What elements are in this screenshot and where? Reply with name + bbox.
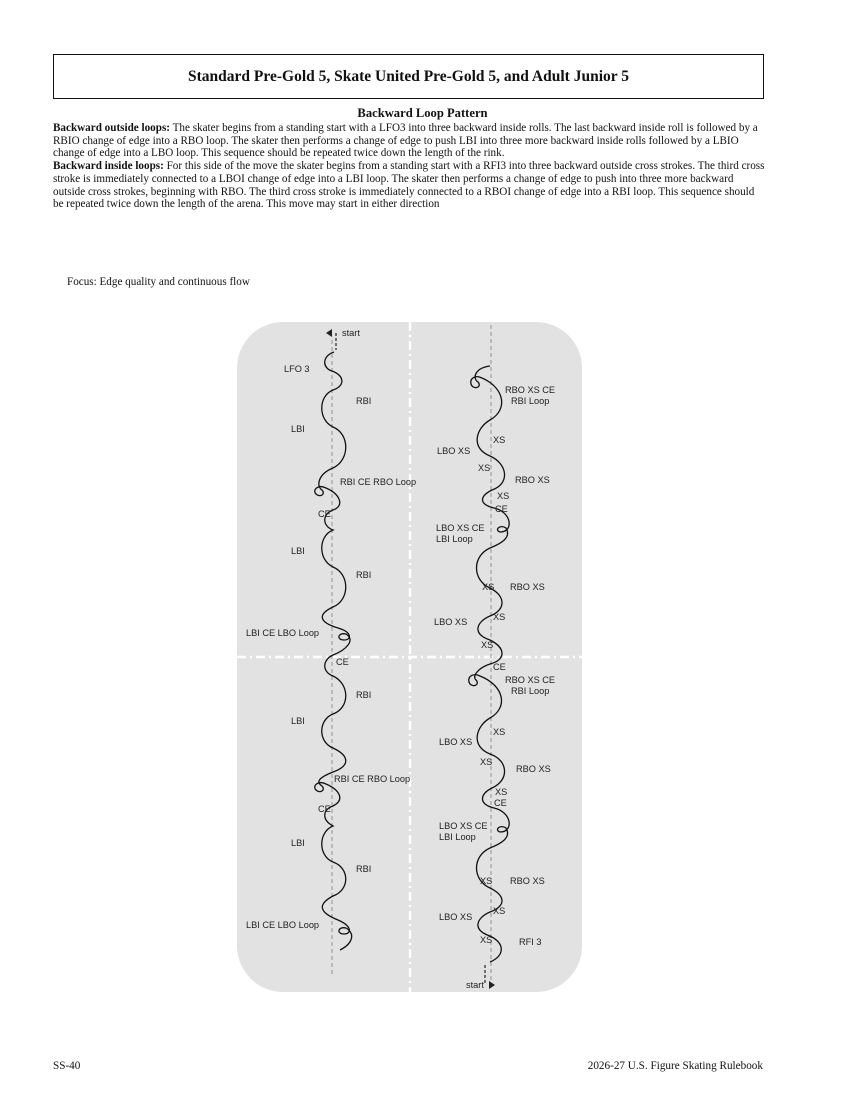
label-xs-4: XS [482,582,495,592]
page-number: SS-40 [53,1060,81,1072]
label-rbo-xs-ce-1b: RBI Loop [511,396,550,406]
outside-loops-text: The skater begins from a standing start with a LFO3 into three backward inside rolls. The last backward inside roll is followed by a RBIO change of edge into a RBO loop. The skater then performs a change of edge to push LBI into three more backward inside rolls followed by a LBIO change of edge into a LBO loop. This sequence should be repeated twice down the length of the rink. [53,122,758,160]
label-xs-8: XS [480,757,493,767]
page-title: Standard Pre-Gold 5, Skate United Pre-Gold 5, and Adult Junior 5 [188,67,629,85]
label-rbi-ce-rbo-1: RBI CE RBO Loop [340,477,417,487]
label-rbi-4: RBI [356,864,372,874]
focus-line: Focus: Edge quality and continuous flow [67,276,250,288]
label-rbo-xs-ce-2b: RBI Loop [511,686,550,696]
label-ce-r3: CE [494,798,507,808]
label-lbo-xs-3: LBO XS [439,737,473,747]
label-xs-10: XS [480,876,493,886]
label-rbo-xs-1: RBO XS [515,475,550,485]
label-rbi-ce-rbo-2: RBI CE RBO Loop [334,774,411,784]
label-rbi-3: RBI [356,690,372,700]
outside-loops-heading: Backward outside loops: [53,122,170,134]
label-lbo-xs-1: LBO XS [437,446,471,456]
label-rbi-2: RBI [356,570,372,580]
section-subtitle: Backward Loop Pattern [357,106,488,120]
label-lbi-4: LBI [291,838,305,848]
label-xs-9: XS [495,787,508,797]
label-rbo-xs-3: RBO XS [516,764,551,774]
label-ce-1: CE [318,509,331,519]
label-lbo-xs-ce-2b: LBI Loop [439,832,476,842]
label-xs-5: XS [493,612,506,622]
label-lbi-3: LBI [291,716,305,726]
label-rbo-xs-ce-1a: RBO XS CE [505,385,556,395]
label-ce-r2: CE [493,662,506,672]
label-rfi3: RFI 3 [519,937,542,947]
left-start-label: start [342,328,360,338]
label-lbo-xs-2: LBO XS [434,617,468,627]
label-ce-2: CE [336,657,349,667]
label-ce-r1: CE [495,504,508,514]
inside-loops-heading: Backward inside loops: [53,160,164,173]
label-lbo-xs-ce-1b: LBI Loop [436,534,473,544]
label-rbo-xs-2: RBO XS [510,582,545,592]
label-xs-3: XS [497,491,510,501]
label-lbi-2: LBI [291,546,305,556]
label-rbo-xs-ce-2a: RBO XS CE [505,675,556,685]
label-ce-3: CE [318,804,331,814]
label-lbo-xs-ce-1a: LBO XS CE [436,523,485,533]
label-lfo3: LFO 3 [284,364,310,374]
label-xs-7: XS [493,727,506,737]
label-lbi-1: LBI [291,424,305,434]
label-xs-6: XS [481,640,494,650]
label-lbi-ce-lbo-2: LBI CE LBO Loop [246,920,320,930]
label-xs-11: XS [493,906,506,916]
label-xs-1: XS [493,435,506,445]
inside-loops-text: For this side of the move the skater begins from a standing start with a RFI3 into three backward outside cross strokes. The third cross stroke is immediately connected to a LBOI change of edge into a LBI loop. The skater then performs a change of edge to push into three more backward outside cross strokes, beginning with RBO. The third cross stroke is immediately connected to a RBOI change of edge into a RBI loop. This sequence should be repeated twice down the length of the arena. This move may start in either direction [53,160,765,211]
label-xs-12: XS [480,935,493,945]
label-lbo-xs-4: LBO XS [439,912,473,922]
rulebook-title: 2026-27 U.S. Figure Skating Rulebook [587,1060,763,1072]
label-rbi-1: RBI [356,396,372,406]
label-lbo-xs-ce-2a: LBO XS CE [439,821,488,831]
label-xs-2: XS [478,463,491,473]
label-lbi-ce-lbo-1: LBI CE LBO Loop [246,628,320,638]
label-rbo-xs-4: RBO XS [510,876,545,886]
right-start-label: start [466,980,484,990]
